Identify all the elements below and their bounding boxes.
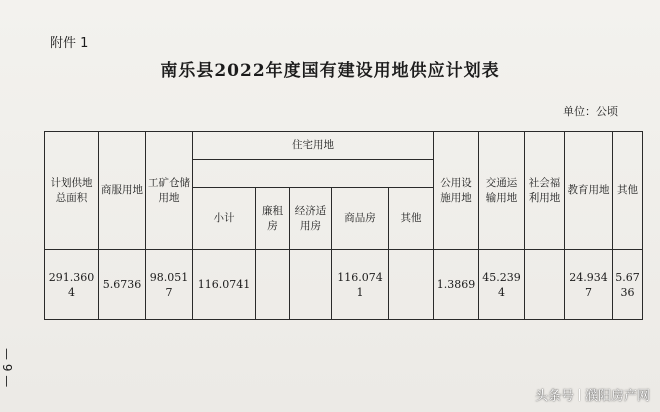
attachment-label: 附件 1	[50, 36, 89, 51]
cell-low-rent	[256, 250, 290, 320]
header-public-facilities: 公用设施用地	[434, 132, 479, 250]
document-title: 南乐县2022年度国有建设用地供应计划表	[160, 61, 500, 81]
header-residential: 住宅用地	[193, 132, 434, 160]
cell-industrial: 98.0517	[146, 250, 193, 320]
page-number: — 9 —	[0, 348, 14, 388]
cell-education: 24.9347	[565, 250, 613, 320]
header-transport: 交通运输用地	[479, 132, 525, 250]
header-res-other: 其他	[389, 188, 434, 250]
land-supply-table	[44, 131, 643, 320]
header-total-area: 计划供地总面积	[45, 132, 99, 250]
cell-total-area: 291.3604	[45, 250, 99, 320]
header-commodity: 商品房	[332, 188, 389, 250]
cell-affordable	[290, 250, 332, 320]
watermark	[535, 385, 650, 404]
watermark-separator	[579, 389, 580, 401]
cell-res-subtotal: 116.0741	[193, 250, 256, 320]
header-other: 其他	[613, 132, 643, 250]
header-education: 教育用地	[565, 132, 613, 250]
header-commercial: 商服用地	[99, 132, 146, 250]
cell-commercial: 5.6736	[99, 250, 146, 320]
cell-res-other	[389, 250, 434, 320]
cell-commodity: 116.0741	[332, 250, 389, 320]
header-low-rent: 廉租房	[256, 188, 290, 250]
watermark-source: 濮阳房产网	[584, 389, 650, 404]
cell-other: 5.6736	[613, 250, 643, 320]
unit-label: 单位：公顷	[563, 105, 618, 118]
header-industrial: 工矿仓储用地	[146, 132, 193, 250]
cell-social-welfare	[525, 250, 565, 320]
cell-transport: 45.2394	[479, 250, 525, 320]
header-res-subtotal: 小计	[193, 188, 256, 250]
header-social-welfare: 社会福利用地	[525, 132, 565, 250]
cell-public-facilities: 1.3869	[434, 250, 479, 320]
watermark-platform: 头条号	[534, 389, 574, 404]
header-affordable: 经济适用房	[290, 188, 332, 250]
